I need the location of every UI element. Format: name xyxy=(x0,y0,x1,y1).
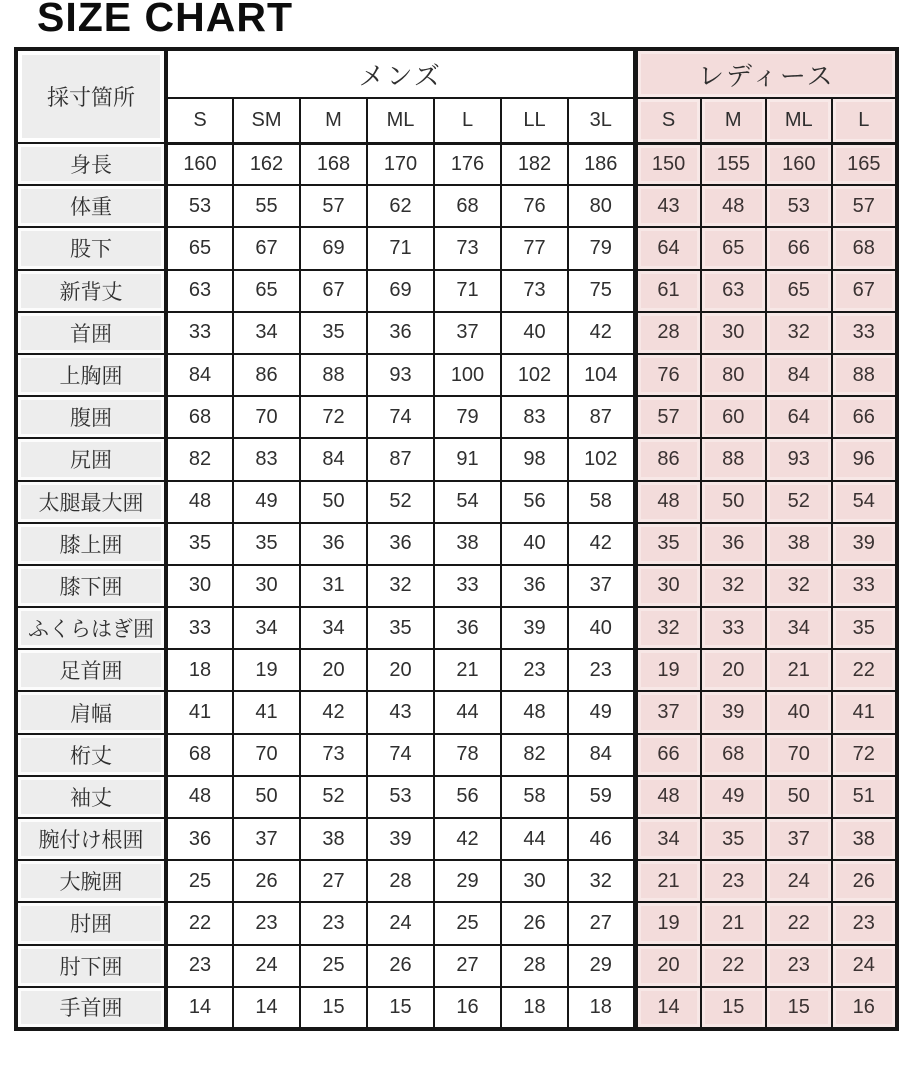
ladies-value-cell: 20 xyxy=(635,945,701,987)
mens-value-cell: 87 xyxy=(568,396,635,438)
mens-value-cell: 19 xyxy=(233,649,300,691)
ladies-value-cell: 150 xyxy=(635,143,701,185)
mens-value-cell: 27 xyxy=(434,945,501,987)
ladies-value-cell: 61 xyxy=(635,270,701,312)
ladies-value-cell: 15 xyxy=(766,987,832,1029)
mens-value-cell: 33 xyxy=(166,607,233,649)
ladies-value-cell: 16 xyxy=(832,987,898,1029)
ladies-value-cell: 160 xyxy=(766,143,832,185)
mens-value-cell: 65 xyxy=(166,227,233,269)
mens-value-cell: 25 xyxy=(166,860,233,902)
mens-value-cell: 40 xyxy=(501,523,568,565)
ladies-value-cell: 35 xyxy=(701,818,767,860)
ladies-value-cell: 24 xyxy=(766,860,832,902)
table-row xyxy=(16,902,897,944)
ladies-value-cell: 60 xyxy=(701,396,767,438)
ladies-value-cell: 155 xyxy=(701,143,767,185)
mens-value-cell: 33 xyxy=(434,565,501,607)
ladies-value-cell: 36 xyxy=(701,523,767,565)
ladies-value-cell: 28 xyxy=(635,312,701,354)
mens-value-cell: 48 xyxy=(166,481,233,523)
ladies-value-cell: 33 xyxy=(832,312,898,354)
mens-value-cell: 15 xyxy=(367,987,434,1029)
ladies-value-cell: 84 xyxy=(766,354,832,396)
row-label: 腹囲 xyxy=(16,396,166,438)
mens-value-cell: 70 xyxy=(233,396,300,438)
ladies-value-cell: 57 xyxy=(832,185,898,227)
ladies-value-cell: 26 xyxy=(832,860,898,902)
ladies-group-header: レディース xyxy=(635,49,897,98)
mens-size-header: L xyxy=(434,98,501,143)
ladies-value-cell: 32 xyxy=(701,565,767,607)
mens-value-cell: 36 xyxy=(166,818,233,860)
mens-value-cell: 54 xyxy=(434,481,501,523)
mens-value-cell: 21 xyxy=(434,649,501,691)
ladies-value-cell: 66 xyxy=(635,734,701,776)
mens-value-cell: 23 xyxy=(233,902,300,944)
table-row xyxy=(16,481,897,523)
mens-value-cell: 25 xyxy=(434,902,501,944)
mens-value-cell: 46 xyxy=(568,818,635,860)
mens-value-cell: 72 xyxy=(300,396,367,438)
ladies-value-cell: 32 xyxy=(635,607,701,649)
ladies-value-cell: 39 xyxy=(701,691,767,733)
ladies-value-cell: 39 xyxy=(832,523,898,565)
ladies-size-header: M xyxy=(701,98,767,143)
ladies-value-cell: 64 xyxy=(635,227,701,269)
mens-value-cell: 34 xyxy=(300,607,367,649)
mens-value-cell: 170 xyxy=(367,143,434,185)
size-chart-table xyxy=(14,47,899,1031)
mens-value-cell: 39 xyxy=(367,818,434,860)
ladies-value-cell: 48 xyxy=(701,185,767,227)
ladies-value-cell: 35 xyxy=(635,523,701,565)
table-row xyxy=(16,945,897,987)
mens-value-cell: 73 xyxy=(300,734,367,776)
mens-value-cell: 41 xyxy=(166,691,233,733)
ladies-value-cell: 53 xyxy=(766,185,832,227)
mens-value-cell: 42 xyxy=(434,818,501,860)
mens-value-cell: 71 xyxy=(434,270,501,312)
mens-value-cell: 80 xyxy=(568,185,635,227)
ladies-value-cell: 63 xyxy=(701,270,767,312)
mens-value-cell: 15 xyxy=(300,987,367,1029)
mens-value-cell: 28 xyxy=(367,860,434,902)
mens-value-cell: 56 xyxy=(434,776,501,818)
mens-value-cell: 41 xyxy=(233,691,300,733)
row-label: 太腿最大囲 xyxy=(16,481,166,523)
mens-value-cell: 30 xyxy=(501,860,568,902)
mens-group-header: メンズ xyxy=(166,49,635,98)
ladies-size-header: ML xyxy=(766,98,832,143)
table-row xyxy=(16,185,897,227)
mens-value-cell: 23 xyxy=(501,649,568,691)
mens-value-cell: 36 xyxy=(367,523,434,565)
ladies-value-cell: 93 xyxy=(766,438,832,480)
mens-value-cell: 26 xyxy=(367,945,434,987)
mens-value-cell: 42 xyxy=(300,691,367,733)
mens-value-cell: 24 xyxy=(233,945,300,987)
mens-value-cell: 59 xyxy=(568,776,635,818)
mens-value-cell: 52 xyxy=(300,776,367,818)
ladies-value-cell: 38 xyxy=(766,523,832,565)
ladies-value-cell: 14 xyxy=(635,987,701,1029)
ladies-value-cell: 21 xyxy=(701,902,767,944)
mens-value-cell: 102 xyxy=(501,354,568,396)
row-label: 桁丈 xyxy=(16,734,166,776)
mens-value-cell: 25 xyxy=(300,945,367,987)
row-label: 肘下囲 xyxy=(16,945,166,987)
ladies-value-cell: 43 xyxy=(635,185,701,227)
ladies-value-cell: 66 xyxy=(832,396,898,438)
row-label: 体重 xyxy=(16,185,166,227)
mens-value-cell: 37 xyxy=(434,312,501,354)
mens-value-cell: 53 xyxy=(166,185,233,227)
ladies-value-cell: 20 xyxy=(701,649,767,691)
ladies-value-cell: 33 xyxy=(832,565,898,607)
mens-value-cell: 88 xyxy=(300,354,367,396)
mens-value-cell: 160 xyxy=(166,143,233,185)
mens-value-cell: 43 xyxy=(367,691,434,733)
ladies-value-cell: 76 xyxy=(635,354,701,396)
ladies-value-cell: 54 xyxy=(832,481,898,523)
mens-value-cell: 50 xyxy=(233,776,300,818)
mens-value-cell: 14 xyxy=(166,987,233,1029)
ladies-value-cell: 23 xyxy=(832,902,898,944)
table-row xyxy=(16,523,897,565)
row-label: 膝上囲 xyxy=(16,523,166,565)
mens-value-cell: 23 xyxy=(300,902,367,944)
mens-value-cell: 98 xyxy=(501,438,568,480)
mens-value-cell: 102 xyxy=(568,438,635,480)
mens-value-cell: 48 xyxy=(501,691,568,733)
mens-value-cell: 27 xyxy=(568,902,635,944)
page-title: SIZE CHART xyxy=(37,0,293,40)
mens-value-cell: 91 xyxy=(434,438,501,480)
mens-value-cell: 39 xyxy=(501,607,568,649)
mens-value-cell: 83 xyxy=(501,396,568,438)
mens-value-cell: 28 xyxy=(501,945,568,987)
mens-value-cell: 63 xyxy=(166,270,233,312)
table-row xyxy=(16,312,897,354)
mens-value-cell: 34 xyxy=(233,607,300,649)
mens-value-cell: 83 xyxy=(233,438,300,480)
ladies-value-cell: 21 xyxy=(635,860,701,902)
mens-value-cell: 38 xyxy=(300,818,367,860)
mens-value-cell: 104 xyxy=(568,354,635,396)
mens-value-cell: 57 xyxy=(300,185,367,227)
mens-value-cell: 78 xyxy=(434,734,501,776)
table-row xyxy=(16,734,897,776)
mens-value-cell: 36 xyxy=(300,523,367,565)
table-row xyxy=(16,354,897,396)
mens-value-cell: 35 xyxy=(300,312,367,354)
mens-value-cell: 73 xyxy=(501,270,568,312)
mens-value-cell: 31 xyxy=(300,565,367,607)
mens-value-cell: 33 xyxy=(166,312,233,354)
mens-value-cell: 84 xyxy=(568,734,635,776)
ladies-value-cell: 19 xyxy=(635,902,701,944)
row-label: 肘囲 xyxy=(16,902,166,944)
table-row xyxy=(16,270,897,312)
ladies-value-cell: 70 xyxy=(766,734,832,776)
mens-value-cell: 16 xyxy=(434,987,501,1029)
mens-value-cell: 71 xyxy=(367,227,434,269)
mens-value-cell: 52 xyxy=(367,481,434,523)
mens-value-cell: 58 xyxy=(501,776,568,818)
row-label: 新背丈 xyxy=(16,270,166,312)
row-label: 上胸囲 xyxy=(16,354,166,396)
ladies-value-cell: 22 xyxy=(701,945,767,987)
mens-value-cell: 35 xyxy=(367,607,434,649)
mens-value-cell: 48 xyxy=(166,776,233,818)
mens-value-cell: 87 xyxy=(367,438,434,480)
ladies-value-cell: 30 xyxy=(701,312,767,354)
ladies-size-header: S xyxy=(635,98,701,143)
table-row xyxy=(16,860,897,902)
table-row xyxy=(16,691,897,733)
table-row xyxy=(16,396,897,438)
mens-value-cell: 49 xyxy=(233,481,300,523)
mens-value-cell: 35 xyxy=(166,523,233,565)
mens-value-cell: 18 xyxy=(568,987,635,1029)
mens-value-cell: 36 xyxy=(434,607,501,649)
mens-value-cell: 186 xyxy=(568,143,635,185)
mens-value-cell: 176 xyxy=(434,143,501,185)
ladies-value-cell: 40 xyxy=(766,691,832,733)
corner-header: 採寸箇所 xyxy=(16,49,166,143)
mens-value-cell: 53 xyxy=(367,776,434,818)
mens-value-cell: 26 xyxy=(501,902,568,944)
mens-value-cell: 65 xyxy=(233,270,300,312)
table-row xyxy=(16,607,897,649)
mens-value-cell: 26 xyxy=(233,860,300,902)
ladies-size-header: L xyxy=(832,98,898,143)
ladies-value-cell: 68 xyxy=(701,734,767,776)
mens-value-cell: 74 xyxy=(367,396,434,438)
ladies-value-cell: 65 xyxy=(701,227,767,269)
mens-value-cell: 44 xyxy=(501,818,568,860)
mens-value-cell: 69 xyxy=(367,270,434,312)
mens-value-cell: 84 xyxy=(166,354,233,396)
ladies-value-cell: 34 xyxy=(766,607,832,649)
table-row xyxy=(16,649,897,691)
ladies-value-cell: 38 xyxy=(832,818,898,860)
mens-value-cell: 70 xyxy=(233,734,300,776)
ladies-value-cell: 48 xyxy=(635,481,701,523)
row-label: ふくらはぎ囲 xyxy=(16,607,166,649)
mens-size-header: S xyxy=(166,98,233,143)
mens-value-cell: 22 xyxy=(166,902,233,944)
ladies-value-cell: 34 xyxy=(635,818,701,860)
mens-value-cell: 23 xyxy=(568,649,635,691)
ladies-value-cell: 19 xyxy=(635,649,701,691)
row-label: 身長 xyxy=(16,143,166,185)
mens-value-cell: 68 xyxy=(166,734,233,776)
ladies-value-cell: 48 xyxy=(635,776,701,818)
mens-value-cell: 62 xyxy=(367,185,434,227)
mens-value-cell: 93 xyxy=(367,354,434,396)
mens-value-cell: 49 xyxy=(568,691,635,733)
ladies-value-cell: 30 xyxy=(635,565,701,607)
ladies-value-cell: 22 xyxy=(832,649,898,691)
mens-value-cell: 58 xyxy=(568,481,635,523)
row-label: 首囲 xyxy=(16,312,166,354)
mens-value-cell: 37 xyxy=(233,818,300,860)
mens-value-cell: 74 xyxy=(367,734,434,776)
mens-value-cell: 76 xyxy=(501,185,568,227)
mens-value-cell: 68 xyxy=(434,185,501,227)
table-body xyxy=(16,143,897,1029)
ladies-value-cell: 35 xyxy=(832,607,898,649)
ladies-value-cell: 96 xyxy=(832,438,898,480)
mens-value-cell: 73 xyxy=(434,227,501,269)
table-row xyxy=(16,776,897,818)
row-label: 足首囲 xyxy=(16,649,166,691)
row-label: 腕付け根囲 xyxy=(16,818,166,860)
mens-value-cell: 68 xyxy=(166,396,233,438)
ladies-value-cell: 23 xyxy=(701,860,767,902)
table-row xyxy=(16,227,897,269)
mens-value-cell: 84 xyxy=(300,438,367,480)
table-row xyxy=(16,818,897,860)
table-row xyxy=(16,438,897,480)
mens-size-header: SM xyxy=(233,98,300,143)
ladies-value-cell: 37 xyxy=(766,818,832,860)
mens-size-header: ML xyxy=(367,98,434,143)
mens-value-cell: 40 xyxy=(501,312,568,354)
ladies-value-cell: 22 xyxy=(766,902,832,944)
mens-value-cell: 24 xyxy=(367,902,434,944)
ladies-value-cell: 23 xyxy=(766,945,832,987)
ladies-value-cell: 32 xyxy=(766,565,832,607)
ladies-value-cell: 33 xyxy=(701,607,767,649)
ladies-value-cell: 88 xyxy=(701,438,767,480)
ladies-value-cell: 52 xyxy=(766,481,832,523)
ladies-value-cell: 64 xyxy=(766,396,832,438)
mens-value-cell: 67 xyxy=(233,227,300,269)
mens-value-cell: 18 xyxy=(166,649,233,691)
mens-value-cell: 37 xyxy=(568,565,635,607)
ladies-value-cell: 72 xyxy=(832,734,898,776)
ladies-value-cell: 41 xyxy=(832,691,898,733)
mens-value-cell: 100 xyxy=(434,354,501,396)
row-label: 手首囲 xyxy=(16,987,166,1029)
ladies-value-cell: 15 xyxy=(701,987,767,1029)
table-header xyxy=(16,49,897,143)
mens-value-cell: 27 xyxy=(300,860,367,902)
ladies-value-cell: 67 xyxy=(832,270,898,312)
mens-value-cell: 79 xyxy=(434,396,501,438)
mens-value-cell: 77 xyxy=(501,227,568,269)
ladies-value-cell: 65 xyxy=(766,270,832,312)
mens-size-header: 3L xyxy=(568,98,635,143)
ladies-value-cell: 68 xyxy=(832,227,898,269)
mens-value-cell: 32 xyxy=(568,860,635,902)
ladies-value-cell: 66 xyxy=(766,227,832,269)
mens-value-cell: 50 xyxy=(300,481,367,523)
row-label: 肩幅 xyxy=(16,691,166,733)
ladies-value-cell: 86 xyxy=(635,438,701,480)
mens-value-cell: 168 xyxy=(300,143,367,185)
mens-value-cell: 42 xyxy=(568,523,635,565)
ladies-value-cell: 51 xyxy=(832,776,898,818)
ladies-value-cell: 21 xyxy=(766,649,832,691)
ladies-value-cell: 57 xyxy=(635,396,701,438)
mens-value-cell: 30 xyxy=(233,565,300,607)
mens-value-cell: 29 xyxy=(568,945,635,987)
row-label: 股下 xyxy=(16,227,166,269)
table-row xyxy=(16,987,897,1029)
ladies-value-cell: 32 xyxy=(766,312,832,354)
mens-value-cell: 162 xyxy=(233,143,300,185)
row-label: 膝下囲 xyxy=(16,565,166,607)
ladies-value-cell: 37 xyxy=(635,691,701,733)
mens-value-cell: 36 xyxy=(367,312,434,354)
mens-value-cell: 38 xyxy=(434,523,501,565)
mens-value-cell: 67 xyxy=(300,270,367,312)
mens-value-cell: 29 xyxy=(434,860,501,902)
ladies-value-cell: 165 xyxy=(832,143,898,185)
table-row xyxy=(16,143,897,185)
mens-size-header: M xyxy=(300,98,367,143)
mens-size-header: LL xyxy=(501,98,568,143)
mens-value-cell: 34 xyxy=(233,312,300,354)
mens-value-cell: 56 xyxy=(501,481,568,523)
mens-value-cell: 14 xyxy=(233,987,300,1029)
row-label: 尻囲 xyxy=(16,438,166,480)
table-row xyxy=(16,565,897,607)
row-label: 大腕囲 xyxy=(16,860,166,902)
mens-value-cell: 30 xyxy=(166,565,233,607)
mens-value-cell: 75 xyxy=(568,270,635,312)
mens-value-cell: 35 xyxy=(233,523,300,565)
ladies-value-cell: 50 xyxy=(766,776,832,818)
mens-value-cell: 79 xyxy=(568,227,635,269)
mens-value-cell: 42 xyxy=(568,312,635,354)
ladies-value-cell: 88 xyxy=(832,354,898,396)
ladies-value-cell: 50 xyxy=(701,481,767,523)
ladies-value-cell: 24 xyxy=(832,945,898,987)
mens-value-cell: 182 xyxy=(501,143,568,185)
mens-value-cell: 82 xyxy=(501,734,568,776)
mens-value-cell: 36 xyxy=(501,565,568,607)
mens-value-cell: 18 xyxy=(501,987,568,1029)
mens-value-cell: 20 xyxy=(367,649,434,691)
mens-value-cell: 86 xyxy=(233,354,300,396)
mens-value-cell: 23 xyxy=(166,945,233,987)
mens-value-cell: 44 xyxy=(434,691,501,733)
ladies-value-cell: 80 xyxy=(701,354,767,396)
group-header-row xyxy=(16,49,897,98)
row-label: 袖丈 xyxy=(16,776,166,818)
mens-value-cell: 40 xyxy=(568,607,635,649)
mens-value-cell: 69 xyxy=(300,227,367,269)
mens-value-cell: 32 xyxy=(367,565,434,607)
ladies-value-cell: 49 xyxy=(701,776,767,818)
mens-value-cell: 82 xyxy=(166,438,233,480)
mens-value-cell: 20 xyxy=(300,649,367,691)
mens-value-cell: 55 xyxy=(233,185,300,227)
